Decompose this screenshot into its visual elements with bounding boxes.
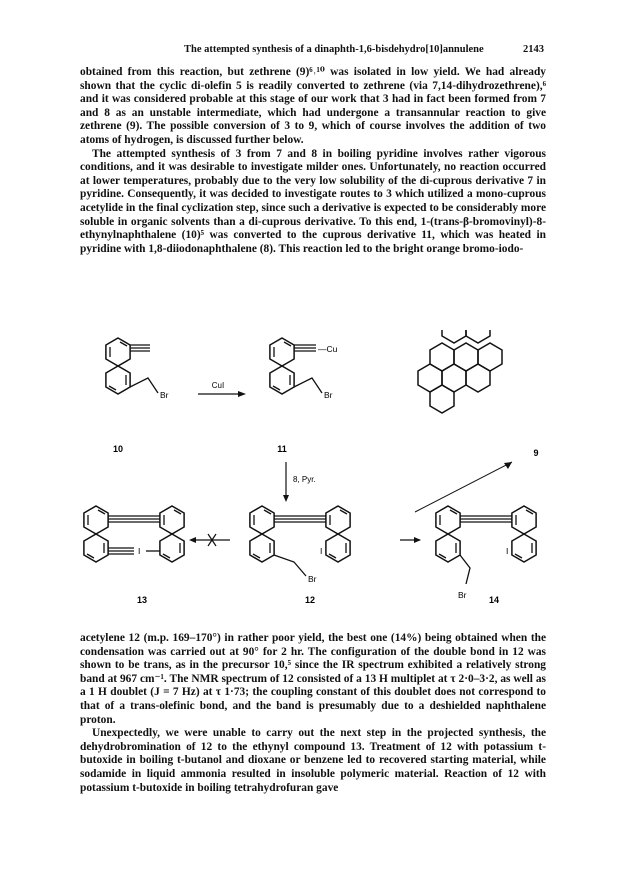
paragraph: The attempted synthesis of 3 from 7 and 8 in boiling pyridine involves rather vigorous conditions, and it was desirable to investigate milder ones. Unfortunately, no reaction occurred at lower temperatures, probably due to the very low solubility of the di-cuprous derivative 7 in pyridine. Consequently, it was decided to investigate routes to 3 which utilized a mono-cuprous acetylide in the final cyclization step, since such a derivative is expected to be considerably more soluble in organic solvents than a di-cuprous derivative. To this end, 1-(trans-β-bromovinyl)-8-ethynylnaphthalene (10)⁵ was converted to the cuprous derivative 11, which was heated in pyridine with 1,8-diiodonaphthalene (8). This reaction led to the bright orange bromo-iodo- xyxy=(80,147,546,255)
structure-12 xyxy=(250,506,350,584)
compound-label-10: 10 xyxy=(112,444,124,454)
substituent-i: I xyxy=(138,546,141,556)
structure-9 xyxy=(418,330,502,413)
reaction-arrow xyxy=(415,462,512,512)
text-block-bottom xyxy=(80,632,546,795)
compound-label-13: 13 xyxy=(136,595,148,605)
structure-11 xyxy=(270,338,338,400)
structure-14 xyxy=(436,506,536,600)
substituent-br: Br xyxy=(308,574,317,584)
substituent-br: Br xyxy=(458,590,467,600)
compound-label-9: 9 xyxy=(533,448,539,458)
running-title: The attempted synthesis of a dinaphth-1,6-bisdehydro[10]annulene xyxy=(184,44,484,55)
paragraph: obtained from this reaction, but zethrene (9)⁶˒¹⁰ was isolated in low yield. We had already shown that the cyclic di-olefin 5 is readily converted to zethrene (via 7,14-dihydrozethrene),⁶ and it was considered probable at this stage of our work that 3 had in fact been formed from 7 and 8 as an unstable intermediate, which had undergone a transannular reaction to give zethrene (9). The possible conversion of 3 to 9, which of course involves the addition of two atoms of hydrogen, is discussed further below. xyxy=(80,66,546,146)
structure-13 xyxy=(84,506,184,562)
arrow-head-icon xyxy=(189,537,196,543)
page-number: 2143 xyxy=(523,44,544,55)
substituent-i: I xyxy=(506,546,509,556)
arrow-head-icon xyxy=(238,391,246,397)
text-block-top xyxy=(80,66,546,256)
substituent-br: Br xyxy=(324,390,333,400)
substituent-br: Br xyxy=(160,390,169,400)
substituent-cu: —Cu xyxy=(318,344,338,354)
running-header xyxy=(84,44,544,58)
structure-10 xyxy=(106,338,169,400)
paragraph: acetylene 12 (m.p. 169–170°) in rather poor yield, the best one (14%) being obtained when the condensation was carried out at 90° for 2 hr. The configuration of the double bond in 12 was shown to be trans, as in the precursor 10,⁵ since the IR spectrum exhibited a relatively strong band at 967 cm⁻¹. The NMR spectrum of 12 consisted of a 13 H multiplet at τ 2·0–3·2, as well as a 1 H doublet (J = 7 Hz) at τ 1·73; the coupling constant of this doublet does not correspond to that of a trans-olefinic bond, and the band is presumably due to a deshielded naphthalene proton. xyxy=(80,632,546,726)
compound-label-11: 11 xyxy=(277,444,287,454)
compound-label-12: 12 xyxy=(304,595,316,605)
arrow-head-icon xyxy=(414,537,421,543)
reaction-scheme xyxy=(0,330,625,630)
arrow-head-icon xyxy=(283,495,289,502)
reagent-8-pyr: 8, Pyr. xyxy=(293,475,316,484)
paragraph: Unexpectedly, we were unable to carry out the next step in the projected synthesis, the dehydrobromination of 12 to the ethynyl compound 13. Treatment of 12 with potassium t-butoxide in boiling t-butanol and dioxane or benzene led to recovered starting material, while sodamide in liquid ammonia resulted in insoluble polymeric material. Reaction of 12 with potassium t-butoxide in boiling tetrahydrofuran gave xyxy=(80,727,546,794)
reagent-cui: CuI xyxy=(211,381,225,390)
substituent-i: I xyxy=(320,546,323,556)
compound-label-14: 14 xyxy=(488,595,500,605)
